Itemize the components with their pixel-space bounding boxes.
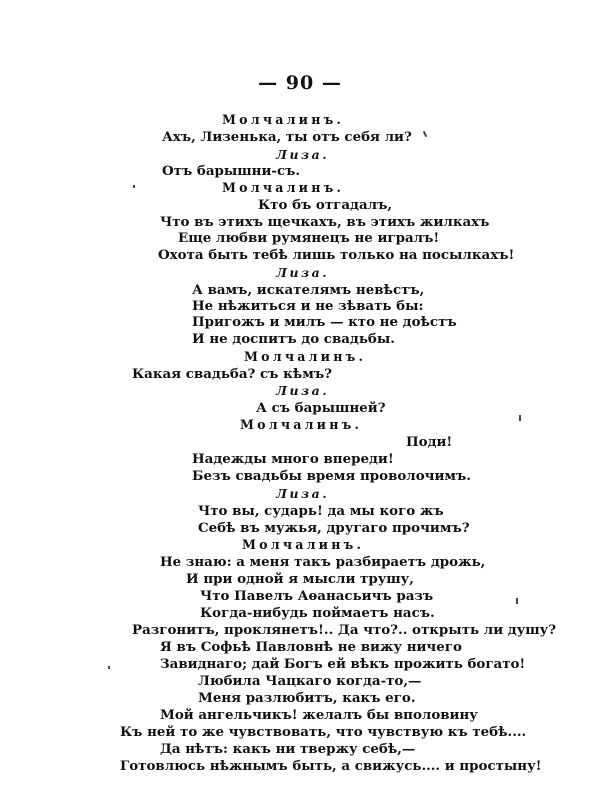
ink-speck [519,415,521,421]
verse-line: Что въ этихъ щечкахъ, въ этихъ жилкахъ [160,214,490,230]
verse-line: Охота быть тебѣ лишь только на посылкахъ! [158,247,515,263]
speaker-liza: Лиза. [276,383,330,398]
verse-line: И не доспитъ до свадьбы. [192,331,395,347]
verse-line: Къ ней то же чувствовать, что чувствую къ тебѣ.... [120,724,527,740]
verse-line: Отъ барышни-съ. [162,163,301,179]
speaker-molchalin: Молчалинъ. [222,180,345,195]
speaker-molchalin: Молчалинъ. [240,417,363,432]
verse-line: Разгонитъ, проклянетъ!.. Да что?.. открыть ли душу? [132,622,557,638]
verse-line: Еще любви румянецъ не игралъ! [178,230,440,246]
verse-line: Не нѣжиться и не зѣвать бы: [192,298,424,314]
speaker-liza: Лиза. [276,486,330,501]
verse-line: Безъ свадьбы время проволочимъ. [192,468,471,484]
verse-line: Себѣ въ мужья, другаго прочимъ? [198,520,470,536]
verse-line: Любила Чацкаго когда-то,— [198,673,422,689]
verse-line: Я въ Софьѣ Павловнѣ не вижу ничего [160,639,462,655]
ink-speck [516,598,518,604]
verse-line: Завиднаго; дай Богъ ей вѣкъ прожить богато! [160,656,526,672]
verse-line: Какая свадьба? съ кѣмъ? [132,366,332,382]
speaker-liza: Лиза. [276,265,330,280]
verse-line: Мой ангельчикъ! желалъ бы вполовину [160,707,478,723]
verse-line: А съ барышней? [256,400,386,416]
verse-line: А вамъ, искателямъ невѣстъ, [192,282,425,298]
verse-line: Когда-нибудь поймаетъ насъ. [200,605,435,621]
ink-speck [133,185,135,188]
speaker-molchalin: Молчалинъ. [244,349,367,364]
verse-line: И при одной я мысли трушу, [186,571,414,587]
verse-line: Пригожъ и милъ — кто не доѣстъ [192,314,457,330]
verse-line: Не знаю: а меня такъ разбираетъ дрожь, [160,554,486,570]
page-number: — 90 — [258,72,342,94]
speaker-liza: Лиза. [276,147,330,162]
speaker-molchalin: Молчалинъ. [242,537,365,552]
ink-speck [423,131,427,137]
verse-line: Кто бъ отгадалъ, [258,197,393,213]
verse-line: Поди! [406,434,453,450]
verse-line: Что вы, сударь! да мы кого жъ [198,503,444,519]
speaker-molchalin: Молчалинъ. [222,112,345,127]
verse-line: Меня разлюбитъ, какъ его. [198,690,416,706]
verse-line: Ахъ, Лизенька, ты отъ себя ли? [162,129,412,145]
verse-line: Надежды много впереди! [192,451,394,467]
ink-speck [108,666,110,669]
verse-line: Что Павелъ Аѳанасьичъ разъ [200,588,434,604]
verse-line: Да нѣтъ: какъ ни твержу себѣ,— [160,741,416,757]
verse-line: Готовлюсь нѣжнымъ быть, а свижусь.... и простыну! [120,758,542,774]
